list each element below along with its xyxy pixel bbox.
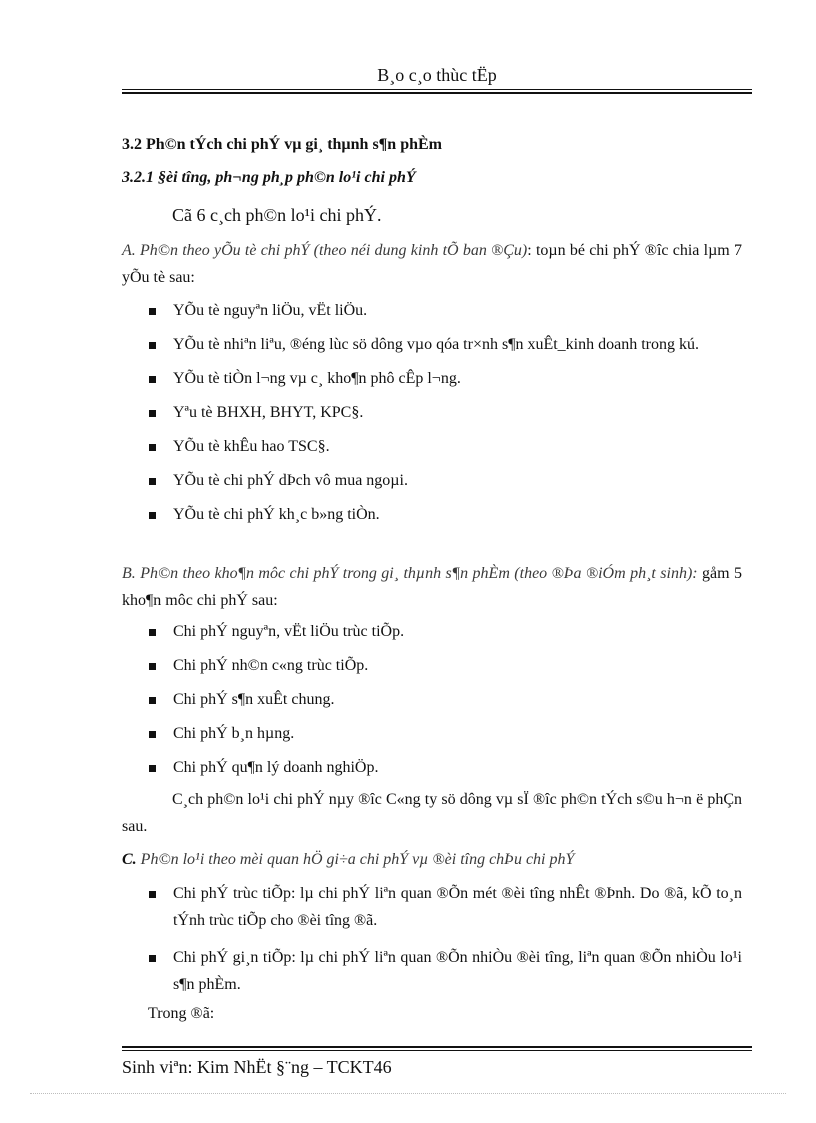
part-b-rest: gåm 5 kho¶n môc chi phÝ sau:	[122, 565, 743, 609]
bullet-icon	[149, 342, 156, 349]
list-item-text: Chi phÝ qu¶n lý doanh nghiÖp.	[173, 759, 379, 776]
section-heading: 3.2 Ph©n tÝch chi phÝ vµ gi¸ thµnh s¶n phÈm	[122, 136, 442, 153]
list-item	[149, 467, 742, 494]
bullet-icon	[149, 697, 156, 704]
list-item	[149, 365, 742, 392]
header-rule-top	[122, 89, 752, 90]
list-item-text: YÕu tè nhiªn liªu, ®éng lùc sö dông vµo qóa tr×nh s¶n xuÊt_kinh doanh trong kú.	[173, 336, 699, 353]
header-title: B¸o c¸o thùc tËp	[377, 65, 497, 85]
footer-rule-bottom	[122, 1050, 752, 1051]
list-item	[149, 501, 742, 528]
list-item	[149, 331, 742, 358]
list-item-text: YÕu tè chi phÝ kh¸c b»ng tiÒn.	[173, 506, 380, 523]
section-subheading: 3.2.1 §èi tîng, ph¬ng ph¸p ph©n lo¹i chi phÝ	[122, 169, 416, 186]
list-item-text: YÕu tè khÊu hao TSC§.	[173, 438, 330, 455]
list-item	[149, 686, 742, 713]
list-item-text: Chi phÝ nh©n c«ng trùc tiÕp.	[173, 657, 369, 674]
bullet-icon	[149, 663, 156, 670]
bullet-icon	[149, 478, 156, 485]
footer-rule-top	[122, 1046, 752, 1048]
part-a-list	[149, 297, 742, 528]
list-item	[149, 754, 742, 781]
part-c-list	[149, 880, 742, 998]
list-item-text: YÕu tè chi phÝ dÞch vô mua ngoµi.	[173, 472, 408, 489]
part-b-paragraph	[122, 560, 742, 614]
bullet-icon	[149, 376, 156, 383]
transition-paragraph: C¸ch ph©n lo¹i chi phÝ nµy ®îc C«ng ty sö dông vµ sÏ ®îc ph©n tÝch s©u h¬n ë phÇn sau.	[122, 791, 742, 835]
list-item	[149, 720, 742, 747]
part-b-label: B. Ph©n theo kho¶n môc chi phÝ trong gi¸ thµnh s¶n phÈm (theo ®Þa ®iÓm ph¸t sinh):	[122, 565, 698, 582]
list-item	[149, 944, 742, 998]
list-item	[149, 618, 742, 645]
intro-text: Cã 6 c¸ch ph©n lo¹i chi phÝ.	[172, 205, 382, 225]
list-item	[149, 652, 742, 679]
bullet-icon	[149, 444, 156, 451]
bullet-icon	[149, 891, 156, 898]
list-item-text: Chi phÝ gi¸n tiÕp: lµ chi phÝ liªn quan ®Õn nhiÒu ®èi tîng, liªn quan ®Õn nhiÒu lo¹i s¶n phÈm.	[173, 949, 742, 993]
list-item	[149, 880, 742, 934]
list-item-text: Chi phÝ b¸n hµng.	[173, 725, 295, 742]
footer-text: Sinh viªn: Kim NhËt §¨ng – TCKT46	[122, 1057, 392, 1077]
bullet-icon	[149, 731, 156, 738]
header-rule-bottom	[122, 92, 752, 94]
bullet-icon	[149, 410, 156, 417]
part-c-heading	[122, 846, 742, 873]
list-item-text: Chi phÝ trùc tiÕp: lµ chi phÝ liªn quan ®Õn mét ®èi tîng nhÊt ®Þnh. Do ®ã, kÕ to¸n tÝnh trùc tiÕp cho ®èi tîng ®ã.	[173, 885, 742, 929]
list-item-text: Chi phÝ nguyªn, vËt liÖu trùc tiÕp.	[173, 623, 405, 640]
part-c-label: C.	[122, 851, 141, 868]
bullet-icon	[149, 765, 156, 772]
page-edge-divider	[30, 1093, 786, 1094]
list-item-text: YÕu tè nguyªn liÖu, vËt liÖu.	[173, 302, 368, 319]
list-item-text: Chi phÝ s¶n xuÊt chung.	[173, 691, 335, 708]
bullet-icon	[149, 955, 156, 962]
part-c-text: Ph©n lo¹i theo mèi quan hÖ gi÷a chi phÝ vµ ®èi tîng chÞu chi phÝ	[140, 851, 575, 868]
list-item	[149, 399, 742, 426]
bullet-icon	[149, 308, 156, 315]
part-b-list	[149, 618, 742, 781]
list-item-text: Yªu tè BHXH, BHYT, KPC§.	[173, 404, 364, 421]
list-item	[149, 297, 742, 324]
part-a-rest: : toµn bé chi phÝ ®îc chia lµm 7 yÕu tè sau:	[122, 242, 742, 286]
part-a-paragraph	[122, 237, 742, 291]
bullet-icon	[149, 629, 156, 636]
bullet-icon	[149, 512, 156, 519]
list-item-text: YÕu tè tiÒn l¬ng vµ c¸ kho¶n phô cÊp l¬ng.	[173, 370, 461, 387]
closing-text: Trong ®ã:	[148, 1005, 215, 1022]
list-item	[149, 433, 742, 460]
part-a-label: A. Ph©n theo yÕu tè chi phÝ (theo néi dung kinh tÕ ban ®Çu)	[122, 242, 528, 259]
